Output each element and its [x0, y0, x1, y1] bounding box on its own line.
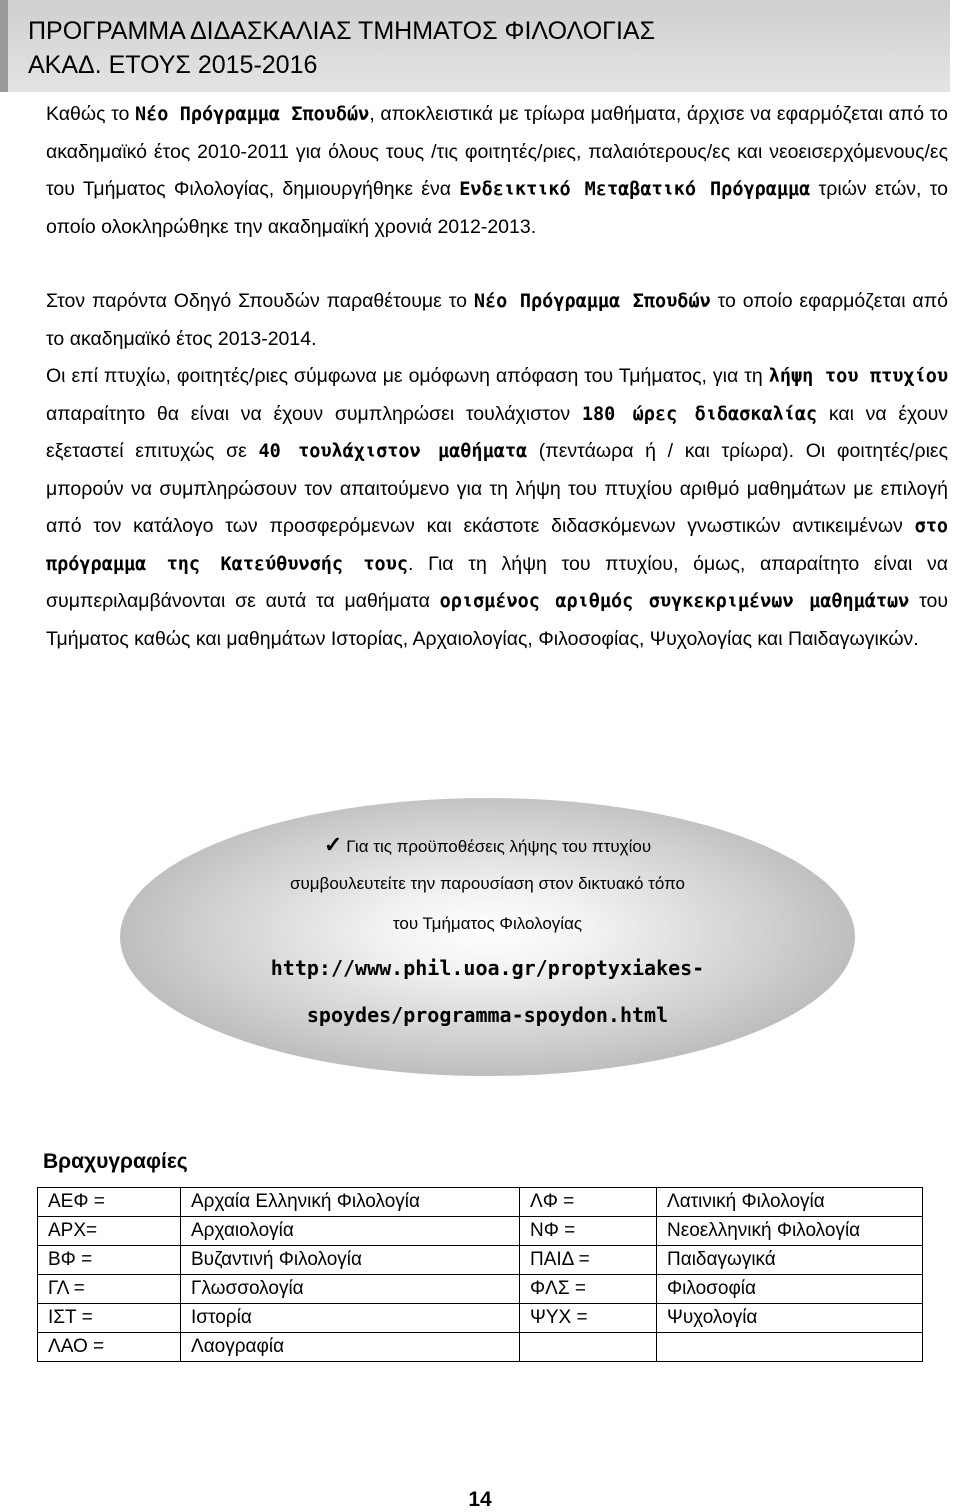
bold-text: Νέο Πρόγραμμα Σπουδών — [135, 104, 370, 125]
table-row — [38, 1188, 923, 1217]
header-band — [0, 0, 950, 92]
bold-text: 180 ώρες διδασκαλίας — [581, 403, 818, 425]
abbr-desc: Ιστορία — [181, 1304, 520, 1333]
callout-url-part-1[interactable]: http://www.phil.uoa.gr/proptyxiakes- — [270, 956, 705, 980]
abbr-code: ΦΛΣ = — [520, 1275, 657, 1304]
abbr-code — [520, 1333, 657, 1362]
paragraph-intro — [46, 96, 948, 246]
abbreviations-table — [37, 1187, 923, 1362]
paragraph-requirements — [46, 358, 948, 658]
table-row — [38, 1217, 923, 1246]
table-row — [38, 1246, 923, 1275]
title-line-1: ΠΡΟΓΡΑΜΜΑ ΔΙΔΑΣΚΑΛΙΑΣ ΤΜΗΜΑΤΟΣ ΦΙΛΟΛΟΓΙΑΣ — [28, 17, 656, 45]
text: και να έχουν εξεταστεί επιτυχώς σε — [46, 402, 949, 462]
checkmark-icon: ✓ — [323, 832, 343, 857]
abbr-desc: Λαογραφία — [181, 1333, 520, 1362]
bold-text: Ενδεικτικό Μεταβατικό Πρόγραμμα — [459, 179, 811, 200]
abbr-desc: Παιδαγωγικά — [657, 1246, 923, 1275]
abbr-code: ΝΦ = — [520, 1217, 657, 1246]
text: απαραίτητο θα είναι να έχουν συμπληρώσει τουλάχιστον — [46, 402, 582, 425]
abbr-code: ΨΥΧ = — [520, 1304, 657, 1333]
document-title — [28, 14, 938, 82]
title-line-2: ΑΚΑΔ. ΕΤΟΥΣ 2015-2016 — [28, 51, 318, 79]
callout-line-2: συμβουλευτείτε την παρουσίαση στον δικτυακό τόπο — [289, 874, 686, 893]
text: Στον παρόντα Οδηγό Σπουδών παραθέτουμε το — [46, 290, 474, 312]
abbr-code: ΓΛ = — [38, 1275, 181, 1304]
callout-line-1 — [120, 832, 855, 858]
abbr-desc: Φιλοσοφία — [657, 1275, 923, 1304]
abbr-code: ΑΡΧ= — [38, 1217, 181, 1246]
abbr-code: ΛΑΟ = — [38, 1333, 181, 1362]
text: , αποκλειστικά με τρίωρα μαθήματα, άρχισε να εφαρμόζεται από το ακαδημαϊκό έτος 2010-2011 για όλους τους /τις φοιτητές/ριες, παλαιότερους/ες και νεοεισερχόμενους/ες του Τμήματος Φιλολογίας, δημιουργήθηκε ένα — [46, 103, 949, 200]
callout-line-3: του Τμήματος Φιλολογίας — [392, 914, 583, 933]
text: (πεντάωρα ή / και τρίωρα). Οι φοιτητές/ριες μπορούν να συμπληρώσουν τον απαιτούμενο για τη λήψη του πτυχίου αριθμό μαθημάτων με επιλογή από τον κατάλογο των προσφερόμενων και εκάστοτε διδασκόμενων γνωστικών αντικειμένων — [46, 440, 948, 537]
abbr-desc — [657, 1333, 923, 1362]
abbr-code: ΒΦ = — [38, 1246, 181, 1275]
text: του Τμήματος καθώς και μαθημάτων Ιστορίας, Αρχαιολογίας, Φιλοσοφίας, Ψυχολογίας και Παιδαγωγικών. — [46, 590, 949, 650]
callout-text: Για τις προϋποθέσεις λήψης του πτυχίου — [346, 837, 652, 856]
abbr-code: ΙΣΤ = — [38, 1304, 181, 1333]
bold-text: στο πρόγραμμα της Κατεύθυνσής τους — [46, 516, 948, 575]
bold-text: 40 τουλάχιστον μαθήματα — [258, 441, 528, 462]
text: Οι επί πτυχίω, φοιτητές/ριες σύμφωνα με ομόφωνη απόφαση του Τμήματος, για τη — [46, 365, 769, 387]
paragraph-guide — [46, 283, 948, 358]
bold-text: Νέο Πρόγραμμα Σπουδών — [473, 291, 711, 312]
abbr-desc: Αρχαία Ελληνική Φιλολογία — [181, 1188, 520, 1217]
callout-url-part-2[interactable]: spoydes/programma-spoydon.html — [306, 1003, 669, 1027]
table-row — [38, 1275, 923, 1304]
abbr-code: ΑΕΦ = — [38, 1188, 181, 1217]
table-row — [38, 1304, 923, 1333]
bold-text: λήψη του πτυχίου — [768, 366, 948, 387]
abbr-desc: Ψυχολογία — [657, 1304, 923, 1333]
text: το οποίο εφαρμόζεται από το ακαδημαϊκό έτος 2013-2014. — [46, 290, 948, 350]
abbr-desc: Αρχαιολογία — [181, 1217, 520, 1246]
abbr-desc: Γλωσσολογία — [181, 1275, 520, 1304]
text: Καθώς το — [46, 103, 136, 125]
table-row — [38, 1333, 923, 1362]
abbr-code: ΛΦ = — [520, 1188, 657, 1217]
text: . Για τη λήψη του πτυχίου, όμως, απαραίτητο είναι να συμπεριλαμβάνονται σε αυτά τα μαθήματα — [46, 552, 949, 612]
abbr-desc: Λατινική Φιλολογία — [657, 1188, 923, 1217]
abbreviations-title: Βραχυγραφίες — [43, 1150, 188, 1173]
bold-text: ορισμένος αριθμός συγκεκριμένων μαθημάτων — [439, 591, 910, 612]
abbr-code: ΠΑΙΔ = — [520, 1246, 657, 1275]
abbr-desc: Βυζαντινή Φιλολογία — [181, 1246, 520, 1275]
abbr-desc: Νεοελληνική Φιλολογία — [657, 1217, 923, 1246]
text: τριών ετών, το οποίο ολοκληρώθηκε την ακαδημαϊκή χρονιά 2012-2013. — [46, 178, 949, 238]
page-number: 14 — [468, 1488, 492, 1511]
